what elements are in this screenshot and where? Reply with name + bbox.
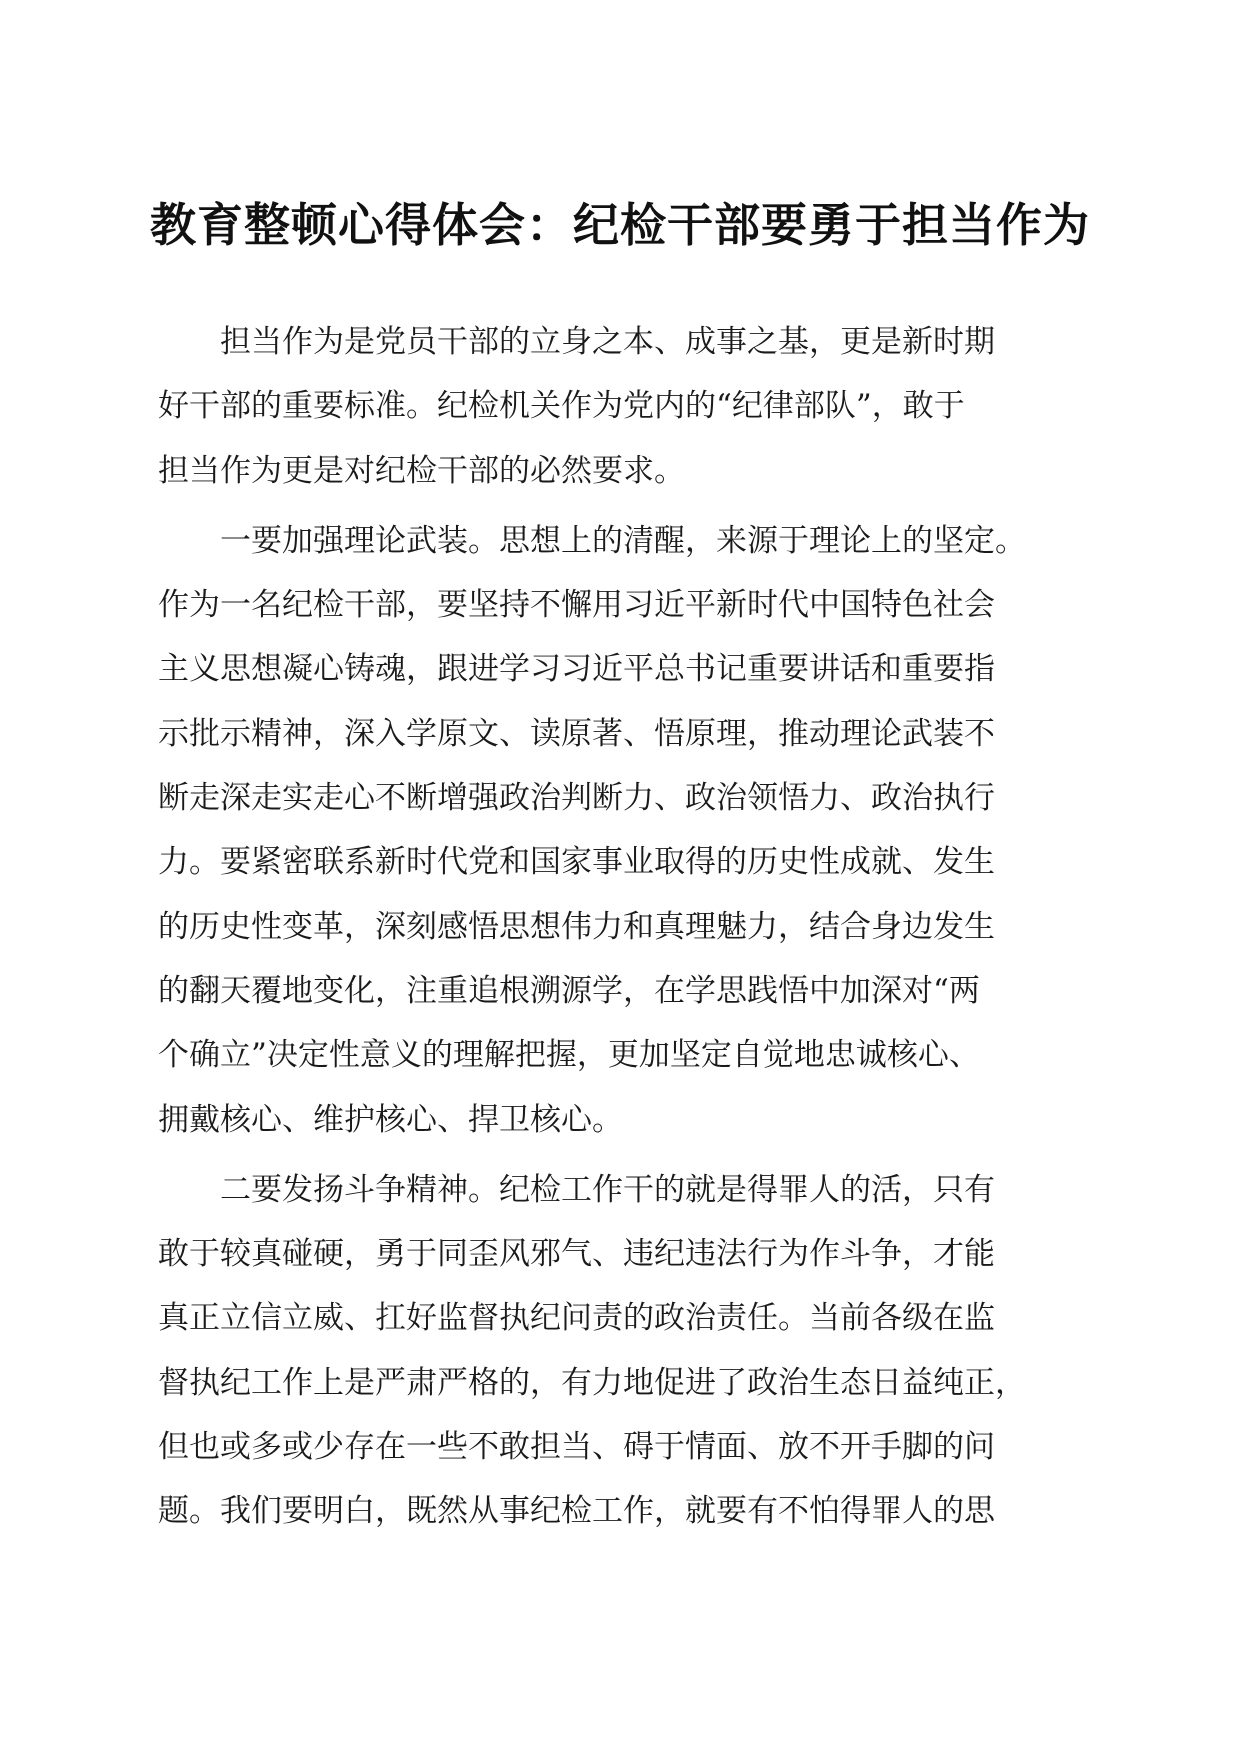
text-line: 但也或多或少存在一些不敢担当、碍于情面、放不开手脚的问 <box>158 1429 995 1466</box>
paragraph-theory <box>158 509 1086 1152</box>
text-line: 真正立信立威、扛好监督执纪问责的政治责任。当前各级在监 <box>158 1300 995 1337</box>
text-line: 担当作为更是对纪检干部的必然要求。 <box>158 452 685 489</box>
document-body <box>158 310 1086 1544</box>
text-line: 个确立”决定性意义的理解把握，更加坚定自觉地忠诚核心、 <box>158 1037 980 1074</box>
paragraph-intro <box>158 310 1086 503</box>
text-line: 担当作为是党员干部的立身之本、成事之基，更是新时期 <box>158 324 995 360</box>
text-line: 敢于较真碰硬，勇于同歪风邪气、违纪违法行为作斗争，才能 <box>158 1236 995 1273</box>
text-line: 主义思想凝心铸魂，跟进学习习近平总书记重要讲话和重要指 <box>158 651 995 688</box>
text-line: 断走深走实走心不断增强政治判断力、政治领悟力、政治执行 <box>158 780 995 817</box>
text-line: 力。要紧密联系新时代党和国家事业取得的历史性成就、发生 <box>158 844 995 881</box>
text-line: 的翻天覆地变化，注重追根溯源学，在学思践悟中加深对“两 <box>158 972 980 1009</box>
text-line: 题。我们要明白，既然从事纪检工作，就要有不怕得罪人的思 <box>158 1493 995 1530</box>
text-line: 二要发扬斗争精神。纪检工作干的就是得罪人的活，只有 <box>158 1171 995 1208</box>
text-line: 作为一名纪检干部，要坚持不懈用习近平新时代中国特色社会 <box>158 587 995 624</box>
text-line: 示批示精神，深入学原文、读原著、悟原理，推动理论武装不 <box>158 715 995 752</box>
paragraph-struggle <box>158 1158 1086 1544</box>
text-line: 的历史性变革，深刻感悟思想伟力和真理魅力，结合身边发生 <box>158 908 995 945</box>
text-line: 一要加强理论武装。思想上的清醒，来源于理论上的坚定。 <box>158 522 1026 559</box>
document-title: 教育整顿心得体会：纪检干部要勇于担当作为 <box>150 198 1090 252</box>
text-line: 好干部的重要标准。纪检机关作为党内的“纪律部队”，敢于 <box>158 388 965 425</box>
text-line: 拥戴核心、维护核心、捍卫核心。 <box>158 1101 623 1138</box>
text-line: 督执纪工作上是严肃严格的，有力地促进了政治生态日益纯正， <box>158 1364 1026 1401</box>
